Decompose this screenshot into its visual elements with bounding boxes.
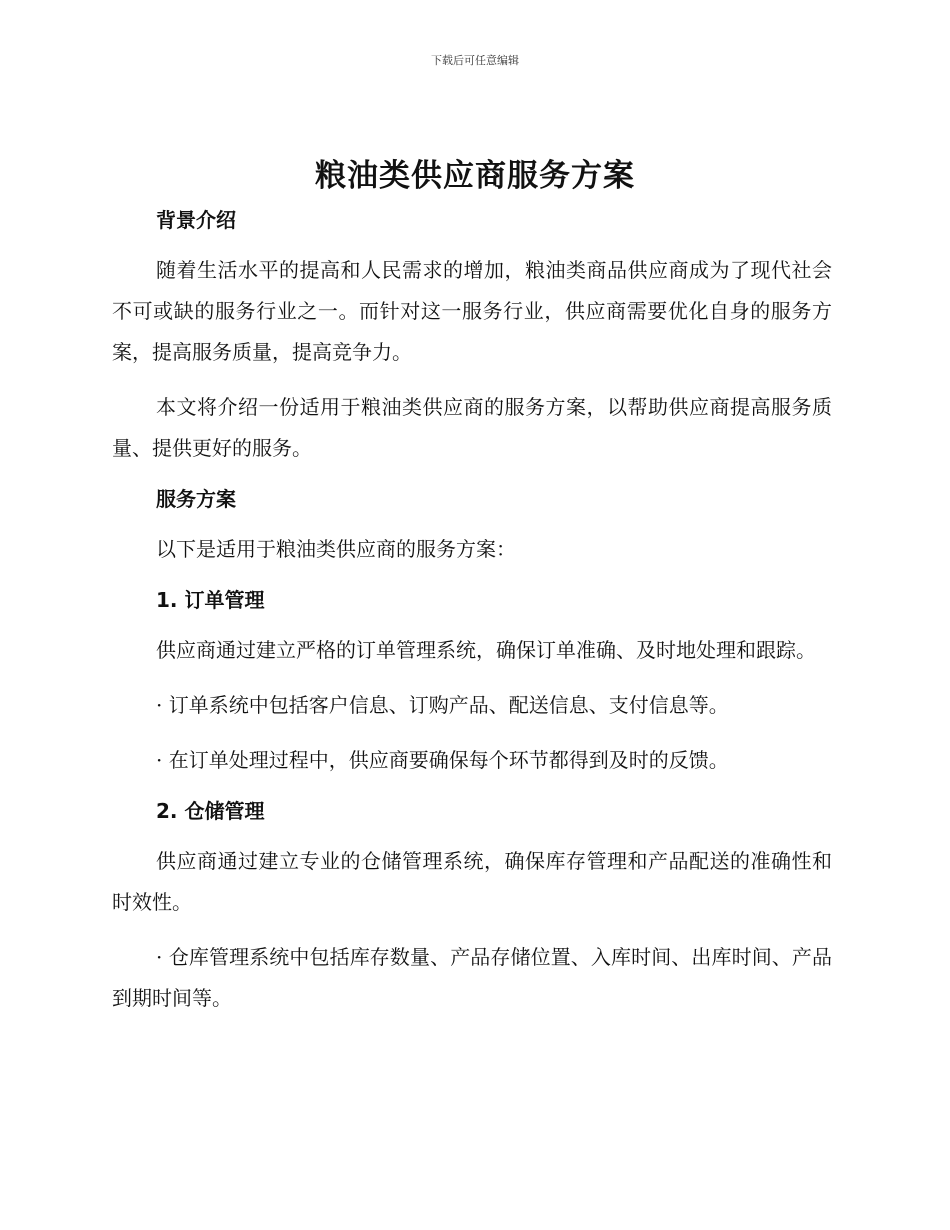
bullet-order-2: · 在订单处理过程中，供应商要确保每个环节都得到及时的反馈。 bbox=[156, 748, 729, 772]
paragraph-background-2: 本文将介绍一份适用于粮油类供应商的服务方案，以帮助供应商提高服务质量、提供更好的服务。 bbox=[112, 395, 832, 460]
section-heading-warehouse: 2. 仓储管理 bbox=[156, 799, 265, 823]
header-note: 下载后可任意编辑 bbox=[431, 54, 519, 67]
section-heading-plan: 服务方案 bbox=[156, 487, 236, 511]
section-heading-order: 1. 订单管理 bbox=[156, 588, 265, 612]
paragraph-background-1: 随着生活水平的提高和人民需求的增加，粮油类商品供应商成为了现代社会不可或缺的服务行业之一。而针对这一服务行业，供应商需要优化自身的服务方案，提高服务质量，提高竞争力。 bbox=[112, 258, 832, 364]
document-body bbox=[112, 204, 832, 1019]
paragraph-order-1: 供应商通过建立严格的订单管理系统，确保订单准确、及时地处理和跟踪。 bbox=[156, 638, 816, 662]
paragraph-warehouse-1: 供应商通过建立专业的仓储管理系统，确保库存管理和产品配送的准确性和时效性。 bbox=[112, 849, 832, 914]
bullet-warehouse-1: · 仓库管理系统中包括库存数量、产品存储位置、入库时间、出库时间、产品到期时间等。 bbox=[112, 945, 832, 1010]
section-heading-background: 背景介绍 bbox=[156, 208, 236, 232]
bullet-order-1: · 订单系统中包括客户信息、订购产品、配送信息、支付信息等。 bbox=[156, 693, 729, 717]
document-title: 粮油类供应商服务方案 bbox=[315, 158, 635, 194]
paragraph-plan-intro: 以下是适用于粮油类供应商的服务方案： bbox=[156, 537, 516, 561]
